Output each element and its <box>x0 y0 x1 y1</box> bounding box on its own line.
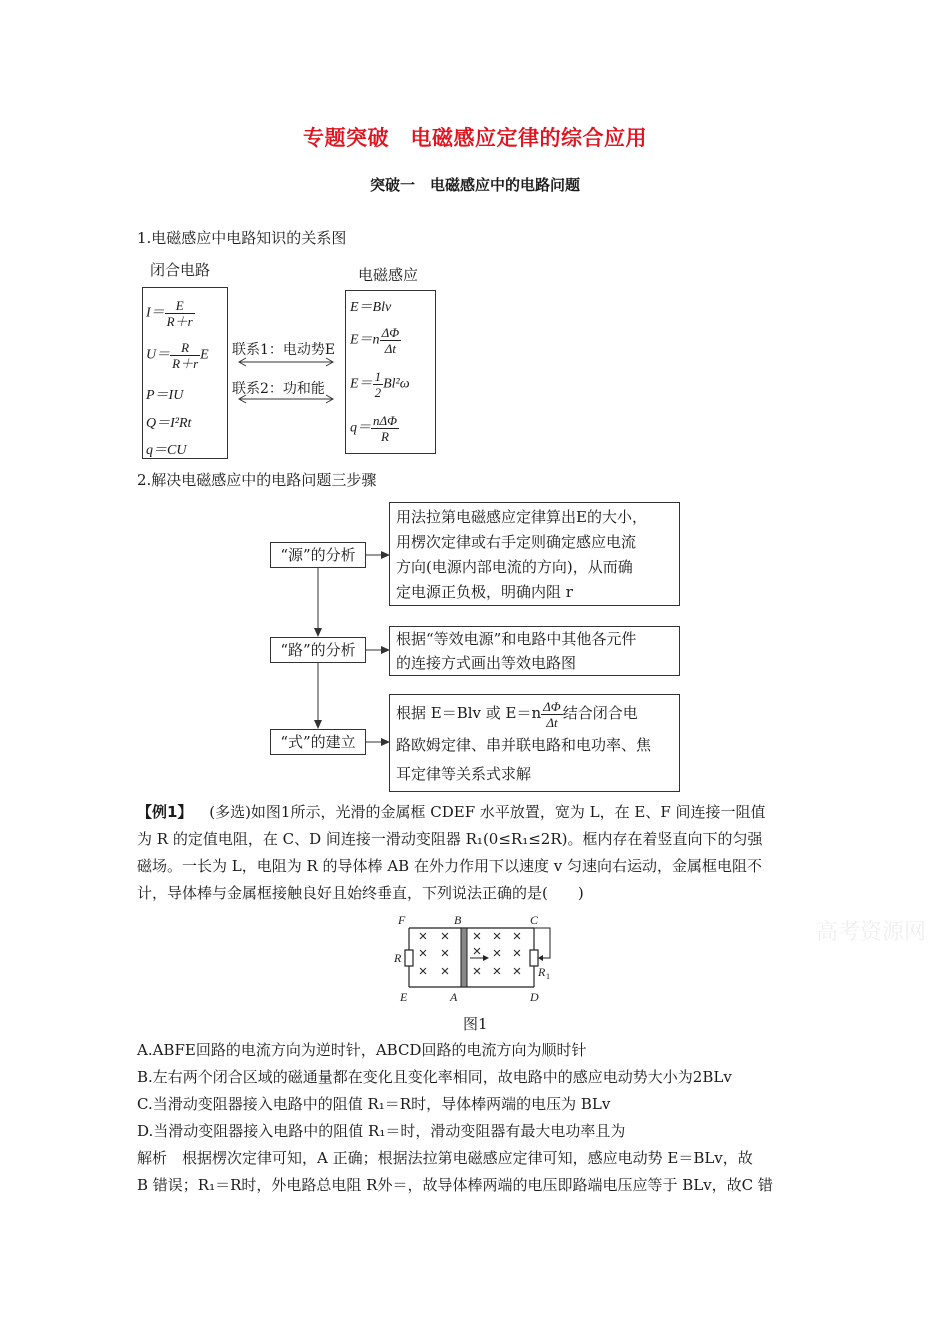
option-a: A.ABFE回路的电流方向为逆时针，ABCD回路的电流方向为顺时针 <box>137 1041 587 1059</box>
formula-voltage: U＝ $\frac{R}{R+r}$ E <box>146 340 209 371</box>
analysis-line-1: 解析 根据楞次定律可知，A 正确；根据法拉第电磁感应定律可知，感应电动势 E＝BLv，故 <box>137 1149 753 1167</box>
step-equation-desc: 根据 E＝Blv 或 E＝n $\frac{\Delta\Phi}{\Delta t}$ 结合闭合电 路欧姆定律、串并联电路和电功率、焦 耳定律等关系式求解 <box>389 694 680 792</box>
step-circuit-label: “路”的分析 <box>270 637 366 663</box>
option-d: D.当滑动变阻器接入电路中的阻值 R₁＝时，滑动变阻器有最大电功率且为 <box>137 1122 626 1140</box>
formula-charge: q＝CU <box>146 443 187 458</box>
example-line-2: 为 R 的定值电阻，在 C、D 间连接一滑动变阻器 R₁(0≤R₁≤2R)。框内存在着竖直向下的匀强 <box>137 830 763 848</box>
label-R: R <box>394 951 402 965</box>
formula-heat: Q＝I²Rt <box>146 416 192 431</box>
formula-emf-faraday: E＝n $\frac{\Delta\Phi}{\Delta t}$ <box>350 325 400 356</box>
em-induction-label: 电磁感应 <box>358 266 419 284</box>
watermark: 高考资源网 <box>815 920 926 945</box>
formula-current: I＝ $\frac{E}{R+r}$ <box>146 298 193 329</box>
page-title: 专题突破 电磁感应定律的综合应用 <box>303 126 647 150</box>
example-line-4: 计，导体棒与金属框接触良好且始终垂直，下列说法正确的是( ) <box>137 884 584 902</box>
step-source-label: “源”的分析 <box>270 542 366 568</box>
analysis-line-2: B 错误；R₁＝R时，外电路总电阻 R外＝，故导体棒两端的电压即路端电压应等于 BLv，故C 错 <box>137 1176 773 1194</box>
option-b: B.左右两个闭合区域的磁通量都在变化且变化率相同，故电路中的感应电动势大小为2BLv <box>137 1068 732 1086</box>
step-source-desc: 用法拉第电磁感应定律算出E的大小， 用楞次定律或右手定则确定感应电流 方向(电源内部电流的方向)，从而确 定电源正负极，明确内阻 r <box>389 502 680 606</box>
link1-label: 联系1：电动势E <box>232 342 336 358</box>
formula-emf-rotation: E＝ $\frac{1}{2}$ Bl²ω <box>350 369 410 400</box>
label-D: D <box>530 990 539 1004</box>
formula-power: P＝IU <box>146 388 184 403</box>
svg-text:1: 1 <box>546 972 550 981</box>
section-subtitle: 突破一 电磁感应中的电路问题 <box>369 176 580 194</box>
label-B: B <box>454 913 462 927</box>
figure-caption: 图1 <box>463 1015 488 1033</box>
label-E: E <box>400 990 408 1004</box>
option-c: C.当滑动变阻器接入电路中的阻值 R₁＝R时，导体棒两端的电压为 BLv <box>137 1095 611 1113</box>
example-line-3: 磁场。一长为 L，电阻为 R 的导体棒 AB 在外力作用下以速度 v 匀速向右运动，金属框电阻不 <box>137 857 762 875</box>
label-F: F <box>398 913 406 927</box>
example-tag: 【例1】 <box>137 803 193 821</box>
step-equation-label: “式”的建立 <box>270 729 366 755</box>
section2-heading: 2.解决电磁感应中的电路问题三步骤 <box>137 471 377 489</box>
label-R1: R <box>538 965 546 979</box>
step-circuit-desc: 根据“等效电源”和电路中其他各元件 的连接方式画出等效电路图 <box>389 626 680 676</box>
formula-emf-motional: E＝Blv <box>350 300 392 315</box>
label-C: C <box>530 913 539 927</box>
label-A: A <box>450 990 458 1004</box>
example-line-1: 【例1】 (多选)如图1所示，光滑的金属框 CDEF 水平放置，宽为 L，在 E、F 间连接一阻值 <box>137 803 766 821</box>
formula-charge-flux: q＝ $\frac{\text{nΔΦ}}{R}$ <box>350 413 398 444</box>
circuit-figure <box>390 912 560 1004</box>
closed-circuit-label: 闭合电路 <box>150 261 211 279</box>
section1-heading: 1.电磁感应中电路知识的关系图 <box>137 229 347 247</box>
link2-label: 联系2：功和能 <box>232 381 325 397</box>
